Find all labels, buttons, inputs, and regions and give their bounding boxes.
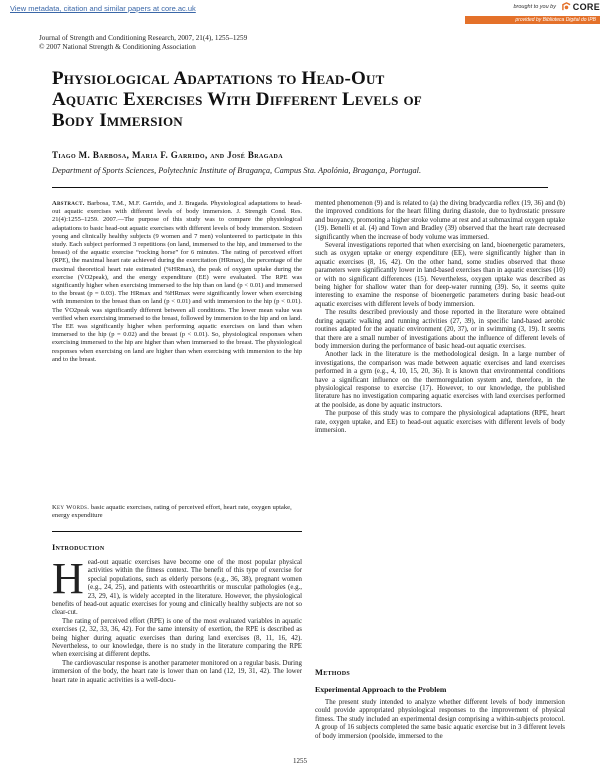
methods-heading: Methods [315, 668, 351, 677]
intro-paragraph-2: The rating of perceived effort (RPE) is one of the most evaluated variables in aquatic exercises (2, 32, 33, 36, 42). For the same intensity of exertion, the RPE is described as being higher during aquatic exercises than during land exercises (8, 11, 16, 42). Nevertheless, to our knowledge, there is no study in the literature comparing the RPE when exercising at different depths. [52, 617, 302, 659]
core-banner [0, 0, 600, 26]
methods-subheading: Experimental Approach to the Problem [315, 685, 447, 694]
author-list: Tiago M. Barbosa, Maria F. Garrido, and José Bragada [52, 150, 283, 160]
right-paragraph-4: Another lack in the literature is the methodological design. In a large number of investigations, the comparison was made between aquatic exercises and land exercises performed in a gym (e.g., 4, 10, 15, 20, 36). It is known that environmental conditions have a significant influence on the thermoregulation system and, therefore, in the physiological response to exercise (17). However, to our knowledge, the published literature has no investigation comparing aquatic exercises with land exercises performed at the poolside, as done by aquatic instructors. [315, 351, 565, 409]
key-words [52, 504, 302, 521]
journal-citation: Journal of Strength and Conditioning Research, 2007, 21(4), 1255–1259 [39, 34, 248, 42]
abstract [52, 200, 302, 364]
right-paragraph-5: The purpose of this study was to compare the physiological adaptations (RPE, heart rate, oxygen uptake, and EE) to head-out aquatic exercises with different levels of body immersion. [315, 410, 565, 434]
intro-paragraph-1: ead-out aquatic exercises have become one of the most popular physical activities within the fitness context. The benefit of this type of exercise for special populations, such as elderly persons (e.g., 36, 38), pregnant women (e.g., 24, 25), and patients with osteoarthritis or muscular pathologies (e.g., 23, 29, 41), is widely accepted in the literature. However, the physiological benefits of head-out aquatic exercises for young and clinically healthy subjects are not so clear-cut. [52, 559, 302, 617]
provided-by-text[interactable]: provided by Biblioteca Digital do IPB [515, 17, 596, 23]
affiliation: Department of Sports Sciences, Polytechnic Institute of Bragança, Campus Sta. Apolónia, Bragança, Portugal. [52, 166, 422, 175]
introduction-heading: Introduction [52, 543, 105, 552]
core-logo-text: CORE [572, 2, 600, 12]
title-line-3: Body Immersion [52, 110, 183, 131]
right-paragraph-3: The results described previously and those reported in the literature were obtained during aquatic walking and running activities (27, 39), in specific land-based aerobic routines adapted for the aquatic environment (20, 37), or in swimming (3, 19). It seems that there are a small number of investigations about the influence of different levels of body immersion during the performance of basic head-out aquatic exercises. [315, 309, 565, 350]
journal-header [39, 34, 247, 52]
page-number: 1255 [293, 757, 307, 765]
methods-paragraph-1: The present study intended to analyze whether different levels of body immersion could provide appropriated physiological responses to the improvement of physical fitness. The study included an experimental design comprising a within-subjects protocol. A group of 16 subjects completed the same basic aquatic exercise but in 3 different levels of body immersion (poolside, immersed to the [315, 699, 565, 740]
core-logo[interactable] [562, 1, 600, 12]
right-paragraph-2: Several investigations reported that when exercising on land, bioenergetic parameters, such as oxygen uptake or energy expenditure (EE), were significantly higher than in aquatic exercises (8, 16, 42). On the other hand, some studies observed that those parameters were significantly lower in land-based exercises than in aquatic exercises (10) or with no significant differences (15). Nevertheless, oxygen uptake was described as being higher for shallow water than for deep-water running (39). So, it seems quite interesting to examine the response of bioenergetic parameters during basic head-out aquatic exercises with different levels of body immersion. [315, 242, 565, 308]
intro-paragraph-3: The cardiovascular response is another parameter monitored on a regular basis. During immersion of the body, the heart rate is lower than on land (12, 19, 31, 42). The lower heart rate in aquatic activities is a well-docu- [52, 659, 302, 684]
abstract-rule [52, 531, 302, 532]
title-line-1: Physiological Adaptations to Head-Out [52, 68, 385, 89]
abstract-text: Barbosa, T.M., M.F. Garrido, and J. Bragada. Physiological adaptations to head-out aquatic exercises with different levels of body immersion. J. Strength Cond. Res. 21(4):1255–1259. 2007.—The purpose of this study was to compare the physiological adaptations to basic head-out aquatic exercises with different levels of body immersion. Sixteen young and clinically healthy subjects (9 women and 7 men) volunteered to participate in this study. Each subject performed 3 repetitions (on land, immersed to the hip, and immersed to the breast) of the aquatic exercise “rocking horse” for 6 minutes. The rating of perceived effort (RPE), the maximal heart rate achieved during the exercitation (HRmax), the percentage of the maximal theoretical heart rate estimated (%HRmax), the peak of oxygen uptake during the exercise (V̇O2peak), and the energy expenditure (EE) were evaluated. The RPE was significantly higher when exercising immersed to the hip than on land (p < 0.01) and immersed to the breast (p = 0.03). The HRmax and %HRmax were significantly lower when exercising with immersion to the breast than on land (p < 0.01) and with immersion to the hip (p < 0.01). The V̇O2peak was significantly different between all conditions. The lower mean value was verified when exercising immersed to the breast, followed by immersion to the hip and on land. The EE was significantly higher when performing aquatic exercises on land than when immersed to the hip (p = 0.02) and the breast (p < 0.01). So, physiological responses when exercising immersed to the hip are higher than when immersed to the breast. The physiological responses when exercising on land are higher than when exercising with immersion to the hip and to the breast. [52, 200, 303, 363]
key-words-label: Key Words. [52, 504, 90, 511]
abstract-label: Abstract. [52, 200, 85, 207]
dropcap-letter: H [52, 554, 84, 603]
journal-copyright: © 2007 National Strength & Conditioning Association [39, 43, 196, 51]
key-words-text: basic aquatic exercises, rating of perceived effort, heart rate, oxygen uptake, energy expenditure [52, 504, 292, 520]
methods-body [315, 699, 565, 741]
header-rule [52, 187, 548, 188]
article-title [52, 68, 552, 131]
brought-by-text: brought to you by [513, 4, 556, 10]
provided-by-band [465, 16, 600, 24]
introduction-body [52, 554, 302, 685]
title-line-2: Aquatic Exercises With Different Levels of [52, 89, 422, 110]
core-logo-icon [562, 2, 571, 11]
metadata-link[interactable]: View metadata, citation and similar papers at core.ac.uk [10, 4, 196, 13]
right-column-body [315, 200, 565, 435]
right-paragraph-1: mented phenomenon (9) and is related to (a) the diving bradycardia reflex (19, 36) and (b) the improved conditions for the heart filling during diastole, due to hydrostatic pressure and buoyancy, promoting a higher stroke volume at rest and at submaximal oxygen uptake (19). Benelli et al. (4) and Town and Bradley (39) observed that the heart rate decreased significantly when the increase of body volume was immersed. [315, 200, 565, 241]
